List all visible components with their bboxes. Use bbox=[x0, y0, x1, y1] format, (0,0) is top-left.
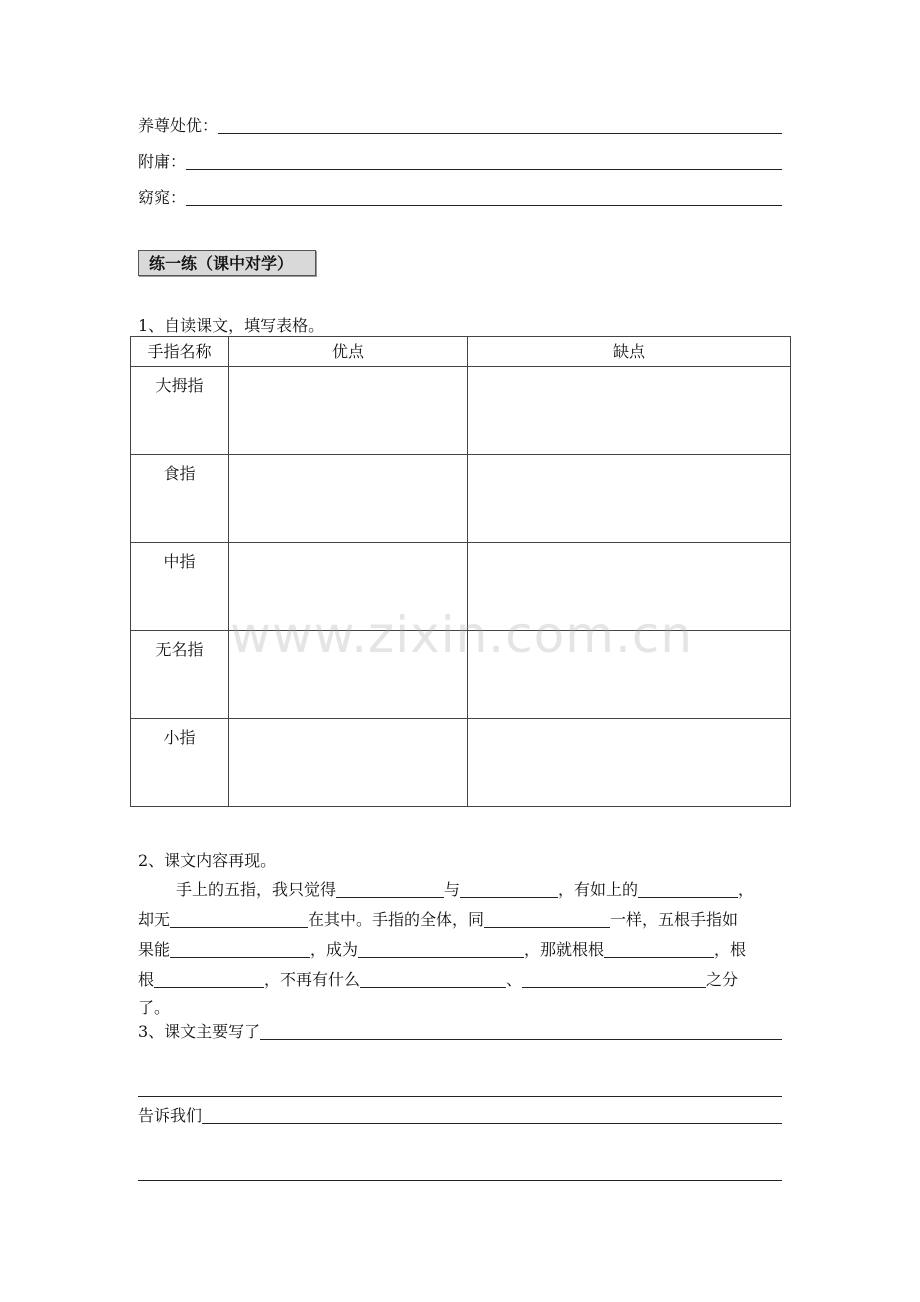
column-header: 手指名称 bbox=[131, 337, 229, 367]
q2-text: ，不再有什么 bbox=[264, 970, 361, 989]
defect-cell[interactable] bbox=[468, 719, 791, 807]
finger-name: 小指 bbox=[131, 719, 229, 807]
table-row bbox=[131, 455, 791, 543]
answer-blank[interactable] bbox=[336, 879, 444, 898]
vocab-term: 附庸： bbox=[138, 152, 187, 171]
table-row bbox=[131, 543, 791, 631]
answer-blank[interactable] bbox=[186, 168, 782, 170]
answer-blank[interactable] bbox=[138, 1180, 782, 1181]
table-row bbox=[131, 719, 791, 807]
q1-prompt: 1、自读课文，填写表格。 bbox=[138, 316, 325, 335]
q2-text: ，成为 bbox=[310, 940, 359, 959]
q2-line-4 bbox=[138, 967, 788, 990]
q2-line-3 bbox=[138, 937, 788, 960]
answer-blank[interactable] bbox=[522, 969, 706, 988]
q2-text: 在其中。手指的全体，同 bbox=[308, 910, 485, 929]
answer-blank[interactable] bbox=[360, 969, 506, 988]
q2-text: ，根 bbox=[714, 940, 747, 959]
q3-line bbox=[138, 1018, 782, 1042]
answer-blank[interactable] bbox=[604, 939, 714, 958]
vocab-line-2 bbox=[138, 148, 782, 172]
defect-cell[interactable] bbox=[468, 367, 791, 455]
table-row bbox=[131, 631, 791, 719]
table-row bbox=[131, 367, 791, 455]
merit-cell[interactable] bbox=[229, 543, 468, 631]
q2-text: ，那就根根 bbox=[524, 940, 605, 959]
vocab-line-1 bbox=[138, 112, 782, 136]
answer-blank[interactable] bbox=[202, 1122, 782, 1124]
merit-cell[interactable] bbox=[229, 455, 468, 543]
q3-prompt: 3、课文主要写了 bbox=[138, 1022, 261, 1041]
answer-blank[interactable] bbox=[638, 879, 738, 898]
merit-cell[interactable] bbox=[229, 631, 468, 719]
answer-blank[interactable] bbox=[186, 204, 782, 206]
q2-text: 果能 bbox=[138, 940, 171, 959]
q2-line-5: 了。 bbox=[138, 998, 171, 1017]
table-header-row bbox=[131, 337, 791, 367]
q2-line-1 bbox=[138, 877, 788, 900]
defect-cell[interactable] bbox=[468, 455, 791, 543]
watermark: www.zixin.com.cn bbox=[230, 606, 694, 664]
q2-text: 、 bbox=[506, 970, 523, 989]
q2-text: 一样，五根手指如 bbox=[610, 910, 739, 929]
q2-text: 与 bbox=[444, 880, 461, 899]
section-title: 练一练（课中对学） bbox=[138, 250, 316, 276]
vocab-term: 养尊处优： bbox=[138, 116, 219, 135]
q2-text: 手上的五指，我只觉得 bbox=[176, 880, 337, 899]
q2-text: 却无 bbox=[138, 910, 171, 929]
answer-blank[interactable] bbox=[218, 132, 782, 134]
q2-text: 之分 bbox=[706, 970, 739, 989]
tell-line bbox=[138, 1102, 782, 1126]
q2-text: ，有如上的 bbox=[558, 880, 639, 899]
answer-blank[interactable] bbox=[460, 879, 558, 898]
tell-prompt: 告诉我们 bbox=[138, 1106, 203, 1125]
merit-cell[interactable] bbox=[229, 719, 468, 807]
finger-name: 食指 bbox=[131, 455, 229, 543]
q2-prompt: 2、课文内容再现。 bbox=[138, 851, 277, 870]
answer-blank[interactable] bbox=[170, 909, 308, 928]
merit-cell[interactable] bbox=[229, 367, 468, 455]
finger-table bbox=[130, 336, 791, 807]
answer-blank[interactable] bbox=[484, 909, 610, 928]
answer-blank[interactable] bbox=[260, 1038, 782, 1040]
defect-cell[interactable] bbox=[468, 631, 791, 719]
finger-name: 无名指 bbox=[131, 631, 229, 719]
finger-name: 中指 bbox=[131, 543, 229, 631]
answer-blank[interactable] bbox=[358, 939, 524, 958]
q2-text: ， bbox=[738, 880, 755, 899]
q2-line-2 bbox=[138, 907, 788, 930]
answer-blank[interactable] bbox=[170, 939, 310, 958]
column-header: 优点 bbox=[229, 337, 468, 367]
finger-name: 大拇指 bbox=[131, 367, 229, 455]
defect-cell[interactable] bbox=[468, 543, 791, 631]
vocab-term: 窈窕： bbox=[138, 188, 187, 207]
q2-text: 根 bbox=[138, 970, 155, 989]
answer-blank[interactable] bbox=[138, 1096, 782, 1097]
vocab-line-3 bbox=[138, 184, 782, 208]
column-header: 缺点 bbox=[468, 337, 791, 367]
answer-blank[interactable] bbox=[154, 969, 264, 988]
